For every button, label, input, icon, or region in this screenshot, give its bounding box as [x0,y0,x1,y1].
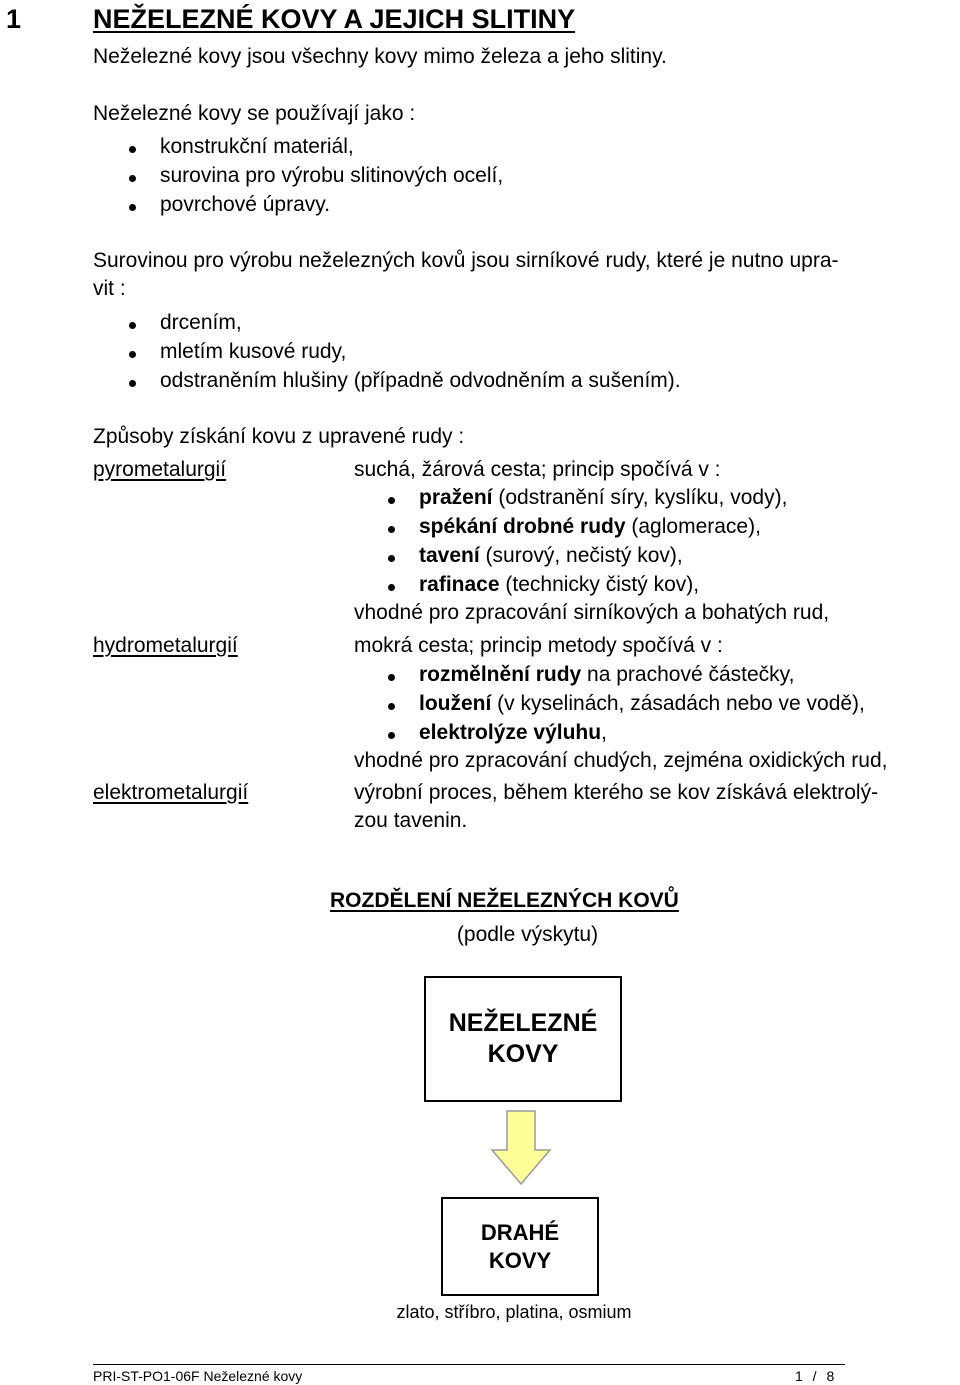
box-line: KOVY [487,1040,559,1068]
bullet-icon [129,322,136,329]
methods-lead: Způsoby získání kovu z upravené rudy : [93,425,465,448]
bullet-icon [129,146,136,153]
list-item: povrchové úpravy. [160,193,331,216]
division-title: ROZDĚLENÍ NEŽELEZNÝCH KOVŮ [330,889,679,912]
list-item: surovina pro výrobu slitinových ocelí, [160,164,504,187]
precious-metals-box [441,1197,599,1296]
bullet-icon [388,555,395,562]
chapter-title: NEŽELEZNÉ KOVY A JEJICH SLITINY [93,4,576,34]
bullet-icon [129,351,136,358]
list-item: spékání drobné rudy (aglomerace), [419,515,761,538]
bullet-icon [388,497,395,504]
bullet-icon [129,204,136,211]
chapter-number: 1 [6,4,22,34]
pyro-desc: suchá, žárová cesta; princip spočívá v : [354,458,721,481]
raw-line-2: vit : [93,277,126,300]
list-item: rafinace (technicky čistý kov), [419,573,700,596]
list-item: tavení (surový, nečistý kov), [419,544,683,567]
usage-lead: Neželezné kovy se používají jako : [93,102,416,125]
list-item: drcením, [160,311,242,334]
footer-page-number: 1 / 8 [795,1368,835,1384]
bullet-icon [388,526,395,533]
hydro-term: hydrometalurgií [93,634,238,657]
box-line: KOVY [488,1247,552,1273]
intro-text: Neželezné kovy jsou všechny kovy mimo železa a jeho slitiny. [93,45,667,68]
box-line: NEŽELEZNÉ [448,1008,598,1037]
list-item: mletím kusové rudy, [160,340,347,363]
bullet-icon [388,732,395,739]
list-item: odstraněním hlušiny (případně odvodněním a sušením). [160,369,681,392]
pyro-term: pyrometalurgií [93,458,227,481]
list-item: pražení (odstranění síry, kyslíku, vody), [419,486,788,509]
down-arrow-icon [490,1110,552,1186]
list-item: konstrukční materiál, [160,135,354,158]
division-subtitle: (podle výskytu) [456,923,599,946]
raw-line-1: Surovinou pro výrobu neželezných kovů jsou sirníkové rudy, které je nutno upra- [93,249,839,272]
pyro-note: vhodné pro zpracování sirníkových a bohatých rud, [354,601,830,624]
bullet-icon [129,175,136,182]
hydro-note: vhodné pro zpracování chudých, zejména oxidických rud, [354,749,888,772]
bullet-icon [388,703,395,710]
hydro-desc: mokrá cesta; princip metody spočívá v : [354,634,723,657]
list-item: elektrolýze výluhu, [419,721,607,744]
electro-line-2: zou tavenin. [354,809,468,832]
precious-metals-examples: zlato, stříbro, platina, osmium [396,1302,632,1322]
list-item: rozmělnění rudy na prachové částečky, [419,663,795,686]
bullet-icon [388,584,395,591]
list-item: loužení (v kyselinách, zásadách nebo ve vodě), [419,692,865,715]
electro-line-1: výrobní proces, během kterého se kov získává elektrolý- [354,781,879,804]
footer-divider [93,1364,845,1365]
box-line: DRAHÉ [480,1220,560,1245]
electro-term: elektrometalurgií [93,781,249,804]
bullet-icon [129,380,136,387]
footer-doc-id: PRI-ST-PO1-06F Neželezné kovy [93,1368,303,1384]
bullet-icon [388,674,395,681]
nonferrous-metals-box [424,976,622,1102]
